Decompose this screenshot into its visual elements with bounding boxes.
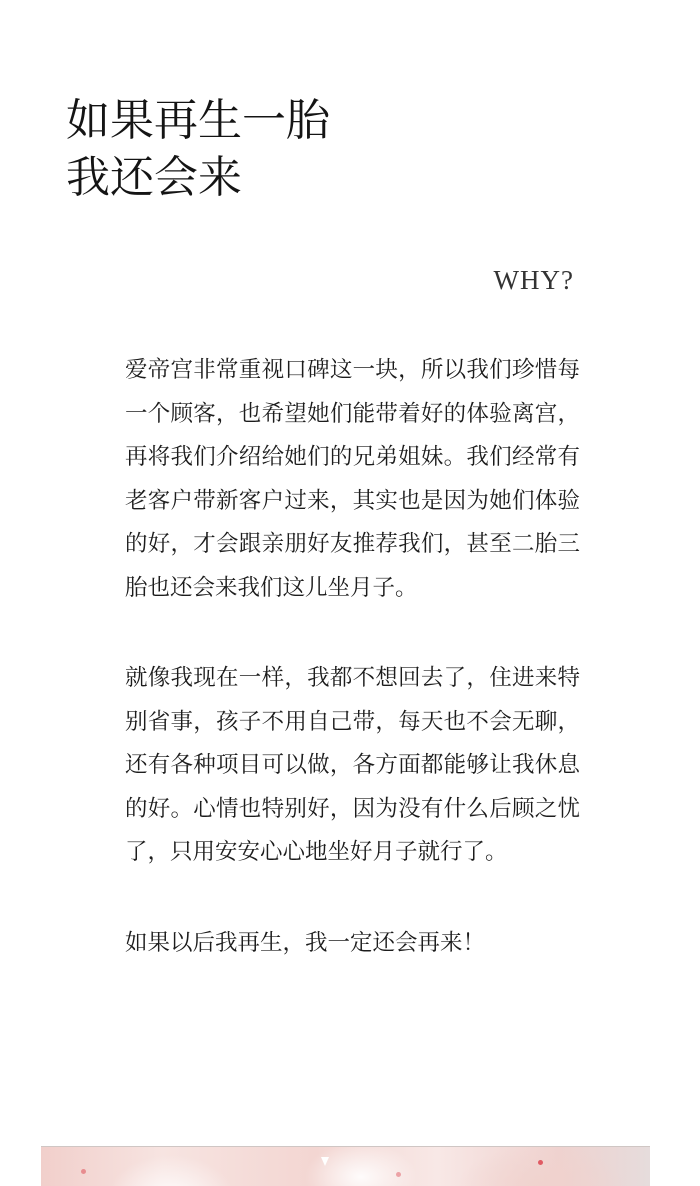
photo-detail xyxy=(538,1160,543,1165)
paragraph-2: 就像我现在一样，我都不想回去了，住进来特别省事，孩子不用自己带，每天也不会无聊，还有各种项目可以做，各方面都能够让我休息的好。心情也特别好，因为没有什么后顾之忧了，只用安安心心地坐好月子就行了。 xyxy=(125,665,580,865)
article-body xyxy=(125,349,580,1012)
paragraph-1: 爱帝宫非常重视口碑这一块，所以我们珍惜每一个顾客，也希望她们能带着好的体验离宫，再将我们介绍给她们的兄弟姐妹。我们经常有老客户带新客户过来，其实也是因为她们体验的好，才会跟亲朋好友推荐我们，甚至二胎三胎也还会来我们这儿坐月子。 xyxy=(125,357,580,601)
photo-detail xyxy=(81,1169,86,1174)
article-title xyxy=(66,92,330,206)
title-line-2: 我还会来 xyxy=(66,152,242,203)
photo-image-cropped xyxy=(41,1146,650,1186)
photo-detail xyxy=(396,1172,401,1177)
section-subtitle: WHY? xyxy=(493,265,574,295)
title-line-1: 如果再生一胎 xyxy=(66,95,330,146)
photo-detail xyxy=(321,1157,329,1166)
paragraph-3: 如果以后我再生，我一定还会再来！ xyxy=(125,929,486,956)
